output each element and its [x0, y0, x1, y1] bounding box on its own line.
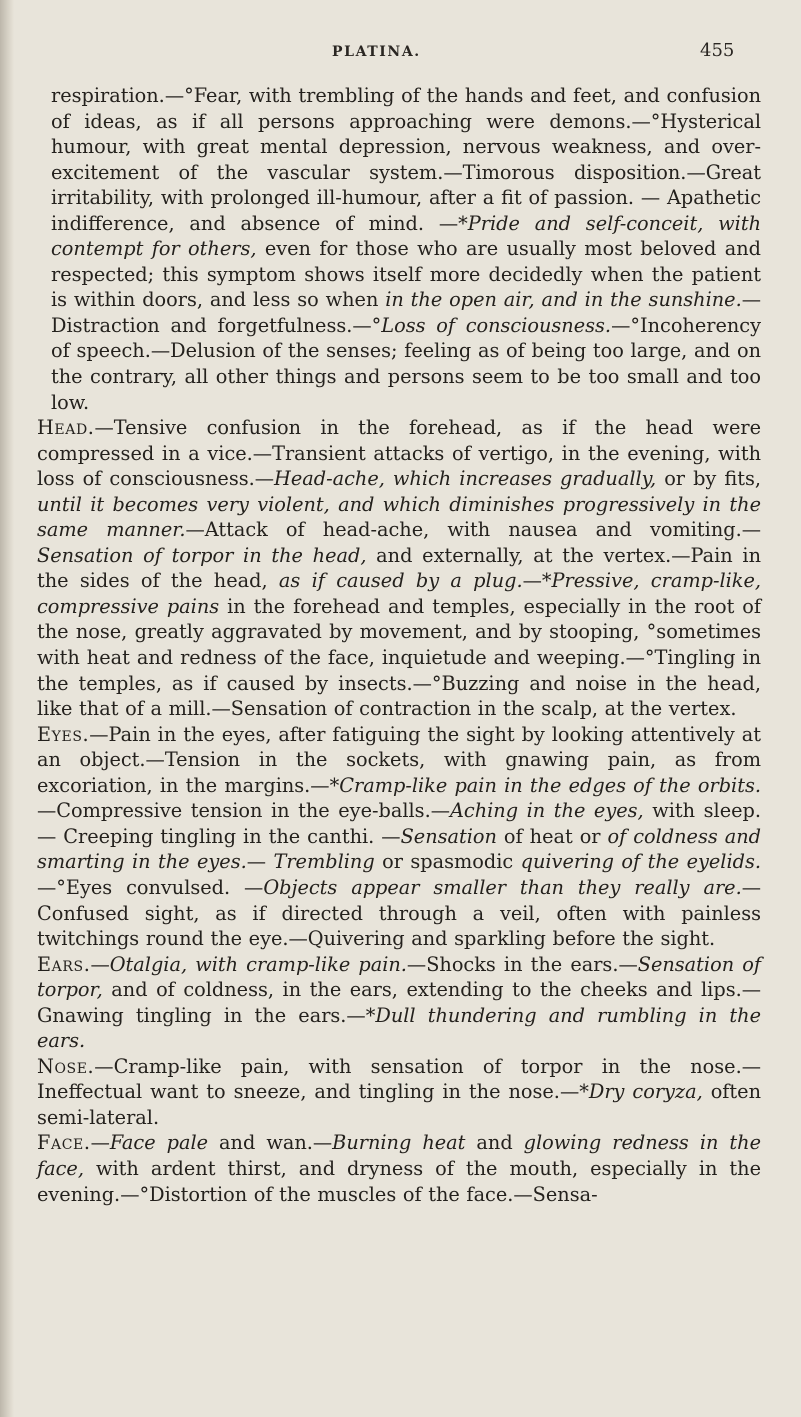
italic-text: Face pale — [109, 1131, 209, 1155]
text-run: in the forehead and temples, especially in the root of the nose, greatly aggravated by movement, and by stooping, °sometimes with heat and redness of the face, inquietude and weeping.—°Tingling in the temples, as if caused by insects.—°Buzzing and noise in the head, like that of a mill.—Sensation of contraction in the scalp, at the vertex. — [37, 594, 761, 721]
text-run: respiration.—°Fear, with trembling of the hands and feet, and confusion of ideas, as if all persons approaching were demons.—°Hysterical humour, with great mental depression, nervous weakness, and over-excitement of the vascular system.—Timorous disposition.—Great irritability, with prolonged ill-humour, after a fit of passion. — Apathetic indifference, and absence of mind. — — [51, 84, 761, 235]
section-heading: Head. — [37, 416, 95, 440]
italic-text: until it becomes very violent, and which diminishes progressively in the same manner. — [37, 492, 761, 542]
italic-text: Head-ache, which increases gradually, — [274, 467, 657, 491]
text-run: — — [522, 569, 542, 593]
page-binding-edge — [0, 0, 14, 1417]
text-run: and wan.— — [208, 1131, 333, 1155]
text-run: —Pain in the eyes, after fatiguing the sight by looking attentively at an object.—Tension in the sockets, with gnawing pain, as from excoriation, in the margins.— — [37, 722, 761, 797]
text-run: and of coldness, in the ears, extending to the cheeks and lips.—Gnawing tingling in the ears.— — [37, 978, 761, 1027]
text-run: or spasmodic — [374, 850, 521, 874]
text-run: —Tensive confusion in the forehead, as if the head were compressed in a vice.—Transient attacks of vertigo, in the evening, with loss of consciousness.— — [37, 416, 761, 491]
text-run: — — [90, 1131, 110, 1155]
italic-text: glowing redness in the face, — [37, 1131, 761, 1180]
italic-text: Burning heat — [332, 1131, 466, 1155]
text-run: often semi-lateral. — [37, 1080, 762, 1129]
italic-text: quivering of the eyelids. — [520, 850, 762, 874]
section-heading: Eyes. — [37, 722, 90, 746]
section-heading: Ears. — [37, 952, 91, 976]
italic-text: Aching in the eyes, — [449, 799, 644, 823]
italic-text: *Pressive, cramp-like, compressive pains — [37, 569, 762, 618]
text-run: —Attack of head-ache, with nausea and vomiting.— — [185, 518, 761, 542]
running-title: PLATINA. — [332, 44, 421, 60]
italic-text: of coldness and smarting in the eyes. — [37, 824, 761, 874]
body-text — [37, 83, 761, 1207]
italic-text: *Cramp-like pain in the edges of the orbits. — [329, 773, 761, 797]
page-header — [0, 40, 801, 70]
page-number: 455 — [700, 40, 735, 61]
text-run: —Shocks in the ears.— — [406, 952, 638, 976]
text-run: —Compressive tension in the eye-balls.— — [37, 799, 450, 823]
text-run: and externally, at the vertex.—Pain in the sides of the head, — [37, 543, 761, 593]
italic-text: in the open air, and in the sunshine. — [385, 288, 742, 312]
text-run: and — [465, 1131, 524, 1155]
paragraph-ears — [37, 952, 761, 1054]
paragraph-eyes — [37, 722, 761, 952]
italic-text: *Dry coryza, — [579, 1080, 703, 1104]
italic-text: Sensation of torpor, — [37, 952, 761, 1002]
text-run: even for those who are usually most beloved and respected; this symptom shows itself more decidedly when the patient is within doors, and less so when — [51, 237, 761, 312]
italic-text: Objects appear smaller than they really are. — [263, 875, 742, 899]
text-run: of heat or — [496, 824, 608, 848]
italic-text: as if caused by a plug. — [278, 569, 523, 593]
paragraph-mind-continued — [37, 83, 761, 415]
section-heading: Nose. — [37, 1054, 95, 1078]
italic-text: *Dull thundering and rumbling in the ears. — [37, 1003, 761, 1053]
text-run: or by fits, — [656, 467, 761, 491]
text-run: —Confused sight, as if directed through a veil, often with painless twitchings round the eye.—Quivering and sparkling before the sight. — [37, 875, 761, 951]
text-run: —Cramp-like pain, with sensation of torpor in the nose.— Ineffectual want to sneeze, and tingling in the nose.— — [37, 1054, 761, 1104]
section-heading: Face. — [37, 1131, 91, 1155]
text-run: —Distraction and forgetfulness.—° — [51, 288, 761, 337]
paragraph-nose — [37, 1054, 761, 1131]
italic-text: Trembling — [273, 850, 375, 874]
italic-text: *Pride and self-conceit, with contempt for others, — [51, 211, 761, 261]
text-run: with sleep. — Creeping tingling in the canthi. — — [37, 799, 762, 848]
italic-text: Otalgia, with cramp-like pain. — [109, 952, 407, 976]
text-run: —°Incoherency of speech.—Delusion of the senses; feeling as of being too large, and on the contrary, all other things and persons seem to be too small and too low. — [51, 313, 761, 414]
paragraph-head — [37, 415, 761, 722]
text-run: — — [90, 952, 110, 976]
text-run: with ardent thirst, and dryness of the mouth, especially in the evening.—°Distortion of the muscles of the face.—Sensa- — [37, 1156, 761, 1206]
italic-text: Sensation — [400, 824, 497, 848]
italic-text: Loss of consciousness. — [381, 313, 612, 337]
text-run: —°Eyes convulsed. — — [37, 875, 264, 899]
italic-text: Sensation of torpor in the head, — [37, 543, 367, 567]
text-run: — — [246, 850, 274, 874]
paragraph-face — [37, 1130, 761, 1207]
